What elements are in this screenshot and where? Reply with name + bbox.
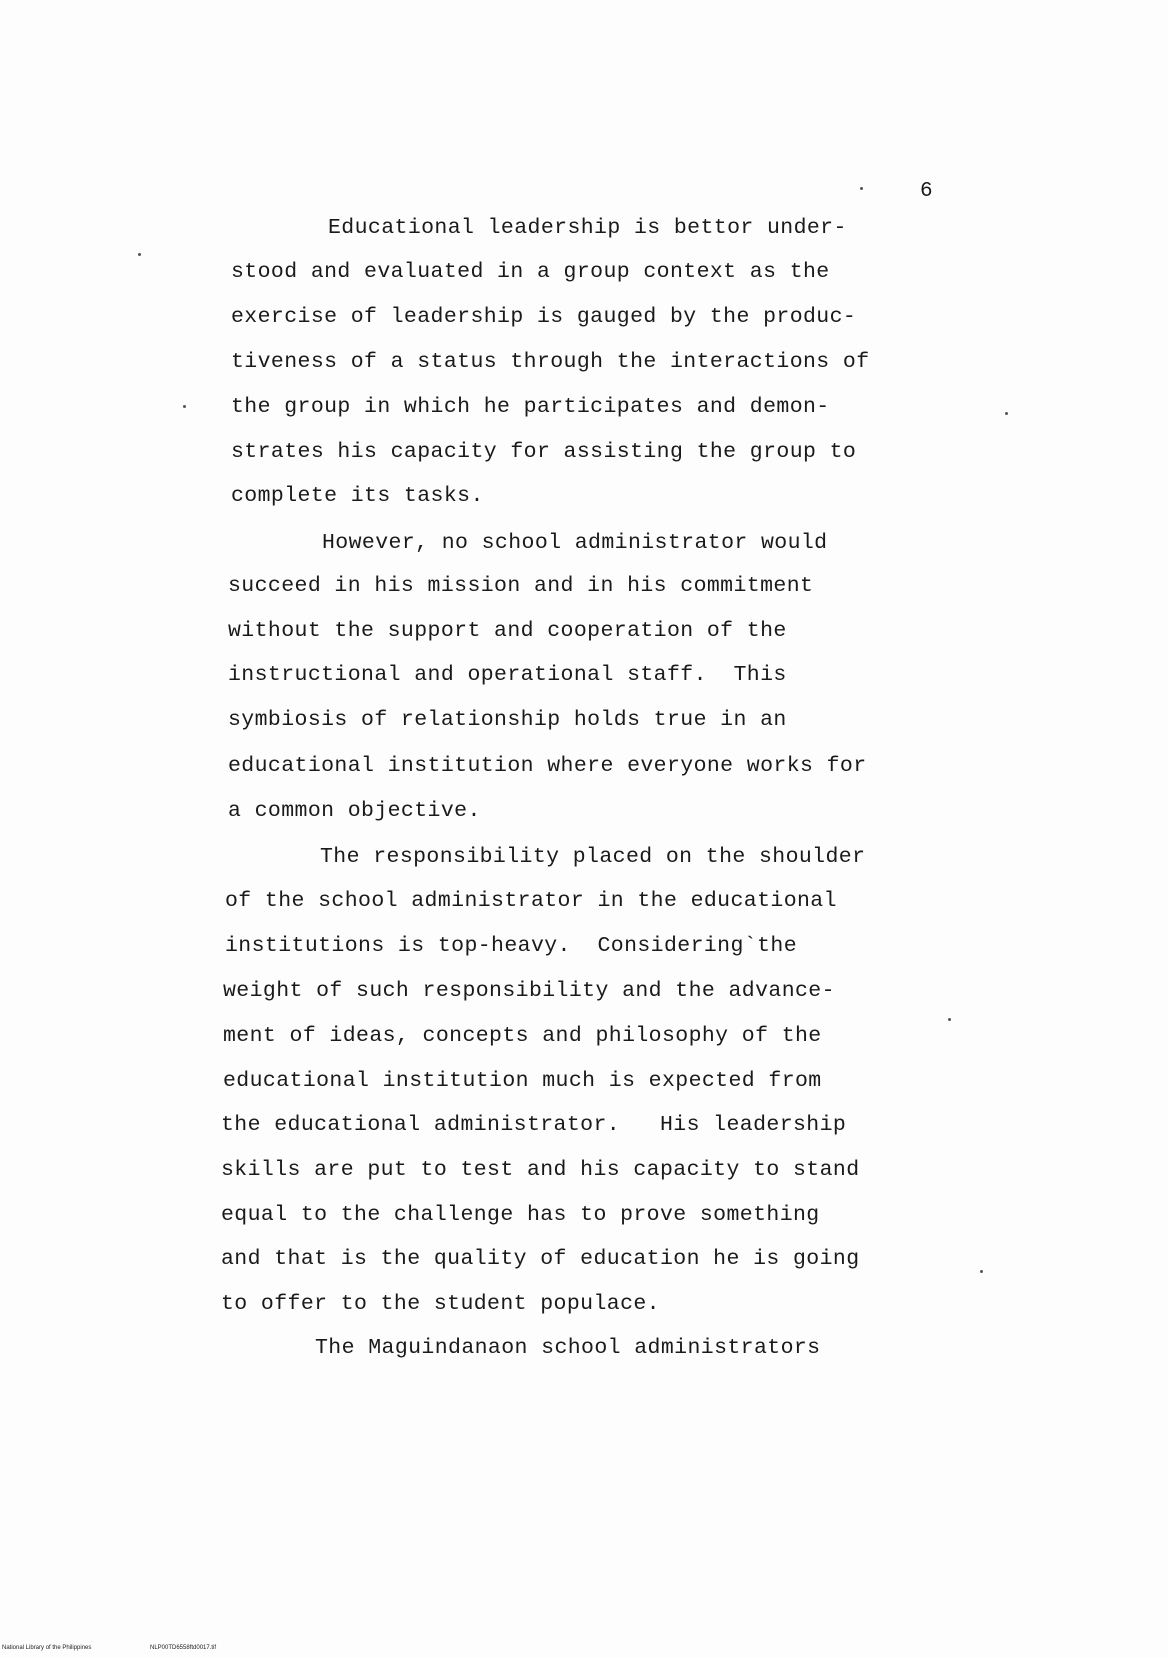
text-line: weight of such responsibility and the advance-: [223, 979, 835, 1003]
text-line: succeed in his mission and in his commitment: [228, 574, 814, 598]
scan-speck: [980, 1270, 983, 1273]
text-line: ment of ideas, concepts and philosophy of the: [223, 1024, 822, 1048]
text-line: equal to the challenge has to prove something: [221, 1203, 820, 1227]
footer-file: NLP00TD6558ftd0017.tif: [150, 1645, 217, 1651]
text-line: a common objective.: [228, 799, 481, 823]
scan-speck: [183, 405, 186, 408]
text-line: the educational administrator. His leadership: [221, 1113, 847, 1137]
text-line: institutions is top-heavy. Considering`the: [225, 934, 797, 958]
text-line: strates his capacity for assisting the group to: [231, 440, 857, 464]
text-line: Educational leadership is bettor under-: [328, 216, 847, 240]
scan-speck: [138, 253, 141, 256]
text-line: The Maguindanaon school administrators: [315, 1336, 821, 1360]
text-line: of the school administrator in the educational: [225, 889, 837, 913]
text-line: instructional and operational staff. This: [228, 663, 787, 687]
text-line: the group in which he participates and demon-: [231, 395, 830, 419]
text-line: exercise of leadership is gauged by the produc-: [231, 305, 857, 329]
text-line: educational institution where everyone works for: [228, 754, 867, 778]
footer-library: National Library of the Philippines: [2, 1645, 92, 1651]
text-line: and that is the quality of education he is going: [221, 1247, 860, 1271]
text-line: tiveness of a status through the interactions of: [231, 350, 870, 374]
text-line: skills are put to test and his capacity to stand: [221, 1158, 860, 1182]
text-line: symbiosis of relationship holds true in an: [228, 708, 787, 732]
text-line: complete its tasks.: [231, 484, 484, 508]
text-line: stood and evaluated in a group context as the: [231, 260, 830, 284]
text-line: without the support and cooperation of the: [228, 619, 787, 643]
scan-speck: [1005, 412, 1008, 415]
text-line: However, no school administrator would: [322, 531, 828, 555]
text-line: educational institution much is expected from: [223, 1069, 822, 1093]
text-line: to offer to the student populace.: [221, 1292, 660, 1316]
page-number: 6: [920, 180, 933, 203]
scan-speck: [860, 187, 863, 190]
text-line: The responsibility placed on the shoulder: [320, 845, 866, 869]
scan-speck: [948, 1018, 951, 1021]
